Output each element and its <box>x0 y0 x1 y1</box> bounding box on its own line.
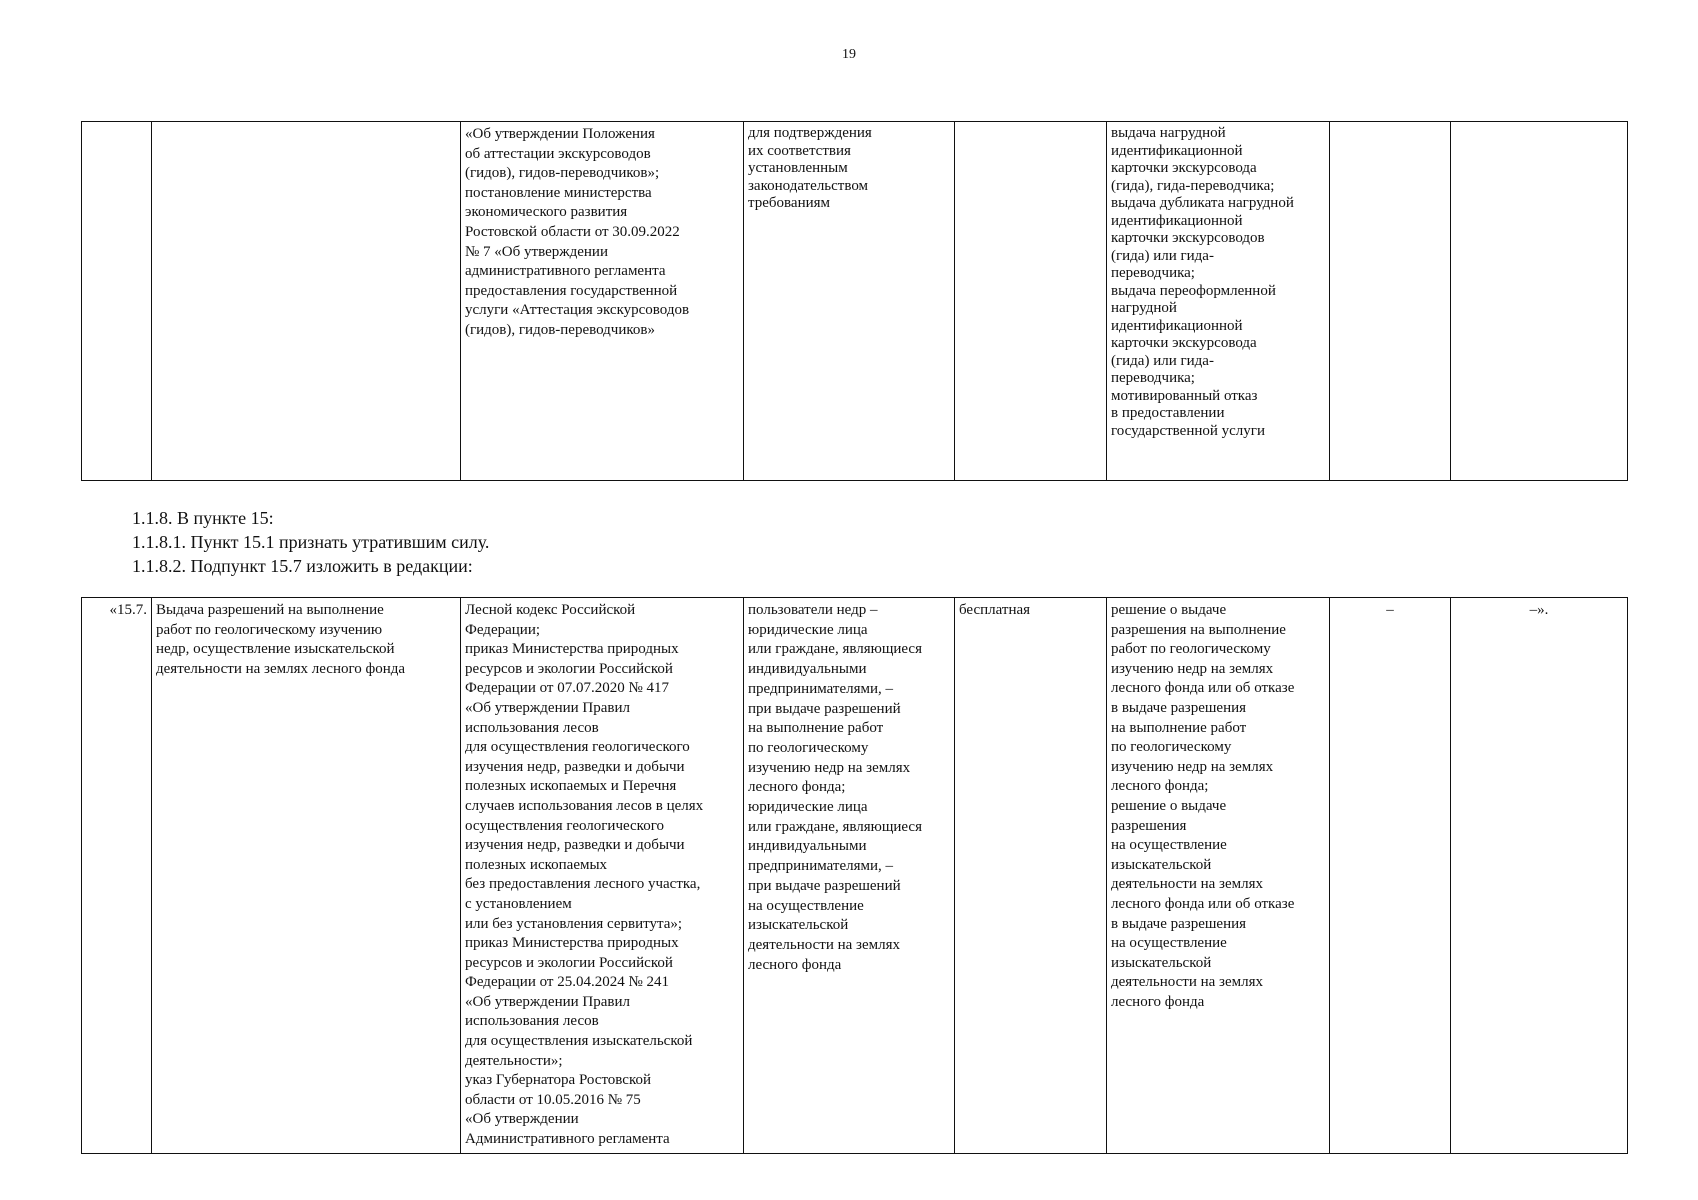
services-table-continuation <box>81 121 1628 481</box>
cell-service-name: Выдача разрешений на выполнение работ по геологическому изучению недр, осуществление изыскательской деятельности на землях лесного фонда <box>152 598 461 1154</box>
cell-fee: бесплатная <box>955 598 1107 1154</box>
table-row <box>82 598 1628 1154</box>
amendment-line: 1.1.8.1. Пункт 15.1 признать утратившим силу. <box>132 532 490 552</box>
cell-result: выдача нагрудной идентификационной карточки экскурсовода (гида), гида-переводчика; выдача дубликата нагрудной идентификационной карточки экскурсоводов (гида) или гида- переводчика; выдача переоформленной нагрудной идентификационной карточки экскурсовода (гида) или гида- переводчика; мотивированный отказ в предоставлении государственной услуги <box>1107 122 1330 481</box>
cell-applicants: пользователи недр – юридические лица или граждане, являющиеся индивидуальными предпринимателями, – при выдаче разрешений на выполнение работ по геологическому изучению недр на землях лесного фонда; юридические лица или граждане, являющиеся индивидуальными предпринимателями, – при выдаче разрешений на осуществление изыскательской деятельности на землях лесного фонда <box>744 598 955 1154</box>
amendment-line: 1.1.8.2. Подпункт 15.7 изложить в редакции: <box>132 556 473 576</box>
page-number: 19 <box>842 47 856 62</box>
cell-column-8 <box>1451 122 1628 481</box>
cell-column-7: – <box>1330 598 1451 1154</box>
cell-fee <box>955 122 1107 481</box>
services-table-item-15-7 <box>81 597 1628 1154</box>
cell-applicants: для подтверждения их соответствия установленным законодательством требованиям <box>744 122 955 481</box>
cell-legal-basis: «Об утверждении Положения об аттестации экскурсоводов (гидов), гидов-переводчиков»; постановление министерства экономического развития Ростовской области от 30.09.2022 № 7 «Об утверждении административного регламента предоставления государственной услуги «Аттестация экскурсоводов (гидов), гидов-переводчиков» <box>461 122 744 481</box>
cell-result: решение о выдаче разрешения на выполнение работ по геологическому изучению недр на землях лесного фонда или об отказе в выдаче разрешения на выполнение работ по геологическому изучению недр на землях лесного фонда; решение о выдаче разрешения на осуществление изыскательской деятельности на землях лесного фонда или об отказе в выдаче разрешения на осуществление изыскательской деятельности на землях лесного фонда <box>1107 598 1330 1154</box>
amendment-line: 1.1.8. В пункте 15: <box>132 508 274 528</box>
cell-column-8: –». <box>1451 598 1628 1154</box>
cell-legal-basis: Лесной кодекс Российской Федерации; приказ Министерства природных ресурсов и экологии Российской Федерации от 07.07.2020 № 417 «Об утверждении Правил использования лесов для осуществления геологического изучения недр, разведки и добычи полезных ископаемых и Перечня случаев использования лесов в целях осуществления геологического изучения недр, разведки и добычи полезных ископаемых без предоставления лесного участка, с установлением или без установления сервитута»; приказ Министерства природных ресурсов и экологии Российской Федерации от 25.04.2024 № 241 «Об утверждении Правил использования лесов для осуществления изыскательской деятельности»; указ Губернатора Ростовской области от 10.05.2016 № 75 «Об утверждении Административного регламента <box>461 598 744 1154</box>
cell-number <box>82 122 152 481</box>
amendment-text <box>132 506 489 578</box>
cell-number: «15.7. <box>82 598 152 1154</box>
cell-column-7 <box>1330 122 1451 481</box>
cell-service-name <box>152 122 461 481</box>
table-row <box>82 122 1628 481</box>
